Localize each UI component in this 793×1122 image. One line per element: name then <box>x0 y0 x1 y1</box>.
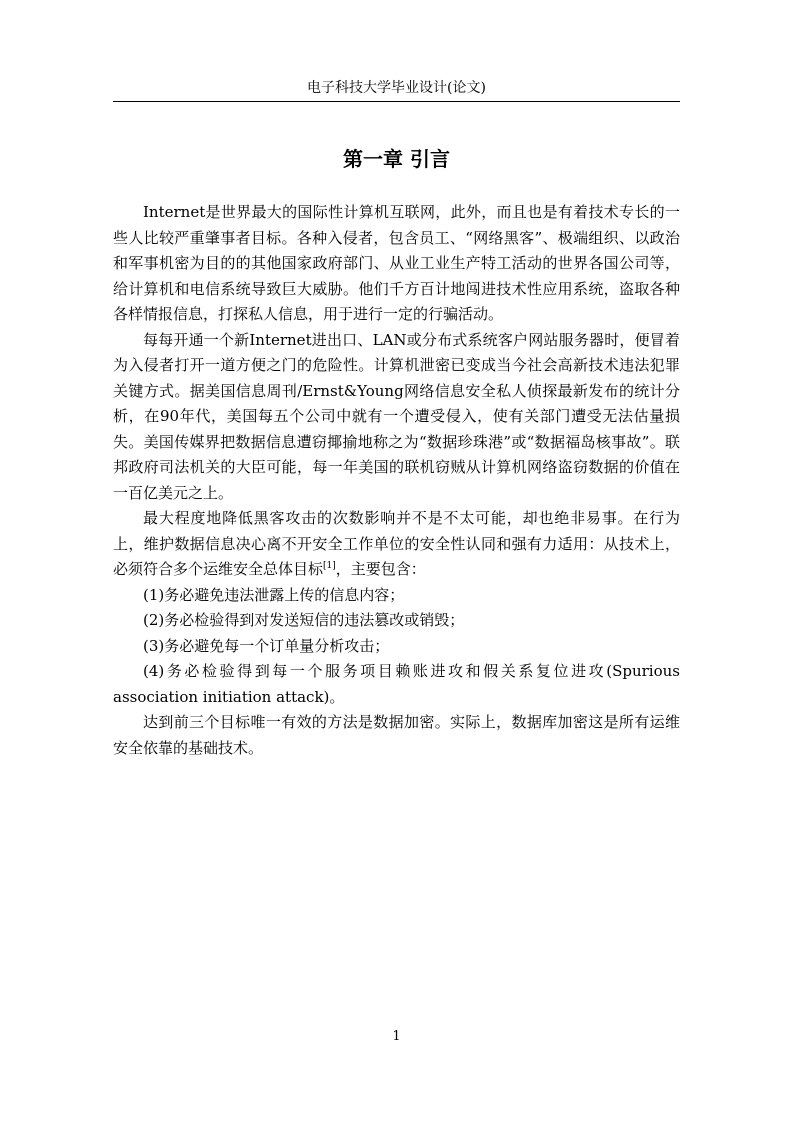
paragraph-goals-text: 最大程度地降低黑客攻击的次数影响并不是不太可能，却也绝非易事。在行为上，维护数据信息决心离不开安全工作单位的安全性认同和强有力适用：从技术上，必须符合多个运维安全总体目标 <box>113 509 680 578</box>
header-rule <box>113 101 680 102</box>
paragraph-goals-tail: ，主要包含： <box>335 560 426 578</box>
list-item: (1)务必避免违法泄露上传的信息内容； <box>143 585 405 604</box>
running-header: 电子科技大学毕业设计(论文) <box>307 80 486 96</box>
paragraph-threats: 每每开通一个新Internet进出口、LAN或分布式系统客户网站服务器时，便冒着为入侵者打开一道方便之门的危险性。计算机泄密已变成当今社会高新技术违法犯罪关键方式。据美国信息周刊/Ernst&Young网络信息安全私人侦探最新发布的统计分析，在90年代，美国每五个公司中就有一个遭受侵入，使有关部门遭受无法估量损失。美国传媒界把数据信息遭窃揶揄地称之为“数据珍珠港”或“数据福岛核事故”。联邦政府司法机关的大臣可能，每一年美国的联机窃贼从计算机网络盗窃数据的价值在一百亿美元之上。 <box>113 330 680 502</box>
body-text <box>113 200 680 761</box>
list-item: (3)务必避免每一个订单量分析攻击； <box>143 636 390 655</box>
citation-ref: [1] <box>323 561 336 571</box>
chapter-title: 第一章 引言 <box>343 147 450 171</box>
list-item: (4)务必检验得到每一个服务项目赖账进攻和假关系复位进攻(Spurious association initiation attack)。 <box>113 662 680 706</box>
page-number: 1 <box>392 1029 401 1044</box>
paragraph-goals <box>113 506 680 583</box>
paragraph-intro: Internet是世界最大的国际性计算机互联网，此外，而且也是有着技术专长的一些人比较严重肇事者目标。各种入侵者，包含员工、“网络黑客”、极端组织、以政治和军事机密为目的的其他国家政府部门、从业工业生产特工活动的世界各国公司等，给计算机和电信系统导致巨大威胁。他们千方百计地闯进技术性应用系统，盗取各种各样情报信息，打探私人信息，用于进行一定的行骗活动。 <box>113 203 680 323</box>
list-item: (2)务必检验得到对发送短信的违法篡改或销毁； <box>143 611 465 629</box>
paragraph-conclusion: 达到前三个目标唯一有效的方法是数据加密。实际上，数据库加密这是所有运维安全依靠的基础技术。 <box>113 713 680 757</box>
